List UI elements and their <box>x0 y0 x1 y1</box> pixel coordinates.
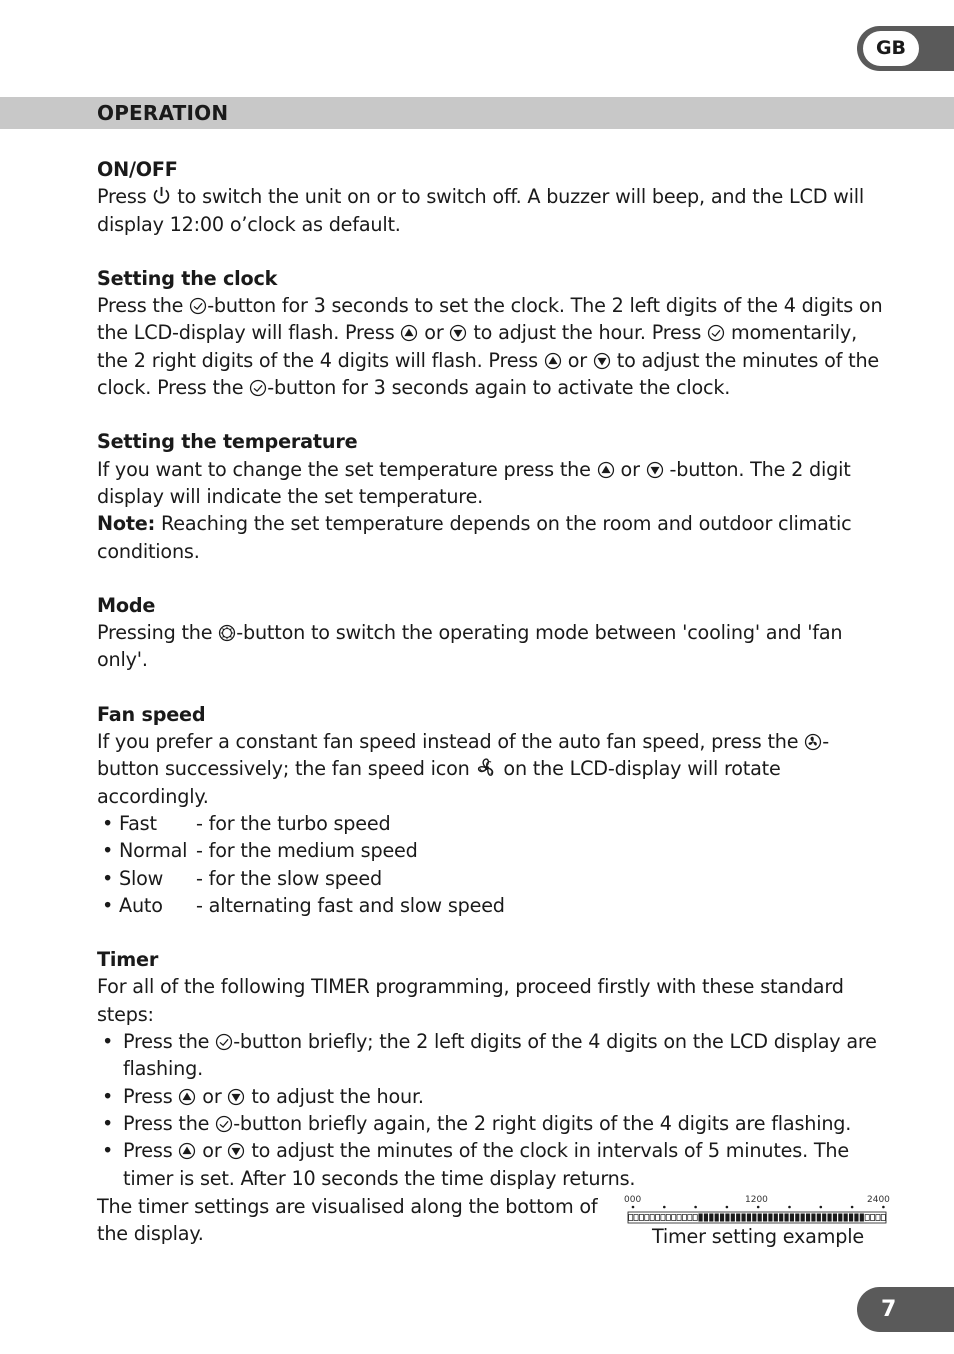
timer-segment <box>736 1214 740 1222</box>
timer-dot <box>632 1206 635 1209</box>
timer-bar-graphic <box>624 1192 890 1226</box>
timer-segment <box>870 1215 874 1221</box>
timer-dot <box>851 1206 854 1209</box>
list-item: • Slow - for the slow speed <box>102 866 382 890</box>
clock-icon <box>215 1033 233 1051</box>
mode-paragraph: Pressing the -button to switch the operating mode between 'cooling' and 'fan only'. <box>97 621 843 672</box>
timer-label-end: 2400 <box>867 1195 890 1205</box>
onoff-heading: ON/OFF <box>97 158 178 181</box>
timer-segment <box>844 1214 848 1222</box>
timer-intro: For all of the following TIMER programming, proceed firstly with these standard steps: <box>97 975 844 1026</box>
timer-segment <box>639 1215 643 1221</box>
onoff-paragraph: Press to switch the unit on or to switch off. A buzzer will beep, and the LCD will display 12:00 o’clock as default. <box>97 185 865 236</box>
temperature-paragraph: If you want to change the set temperature press the or -button. The 2 digit display will indicate the set temperature. <box>97 457 851 508</box>
up-arrow-icon <box>178 1142 196 1160</box>
note-label: Note: <box>97 512 156 536</box>
timer-segment <box>709 1214 713 1222</box>
list-item: • Normal - for the medium speed <box>102 839 418 863</box>
timer-segment <box>677 1215 681 1221</box>
language-label: GB <box>863 31 919 66</box>
timer-segment <box>758 1214 762 1222</box>
timer-segment <box>854 1214 858 1222</box>
timer-dot <box>882 1206 885 1209</box>
timer-segment <box>849 1214 853 1222</box>
timer-segment <box>795 1214 799 1222</box>
timer-segment <box>827 1214 831 1222</box>
timer-segment <box>822 1214 826 1222</box>
timer-heading: Timer <box>97 948 159 972</box>
timer-dot <box>757 1206 760 1209</box>
section-title: OPERATION <box>97 101 229 125</box>
timer-segment <box>672 1215 676 1221</box>
page-content <box>97 156 887 1192</box>
timer-dot <box>694 1206 697 1209</box>
timer-segment <box>731 1214 735 1222</box>
up-arrow-icon <box>544 352 562 370</box>
timer-segment <box>833 1214 837 1222</box>
list-item: • Press or to adjust the minutes of the clock in intervals of 5 minutes. The timer is set. After 10 seconds the time display returns. <box>97 1137 887 1192</box>
list-item: • Press the -button briefly; the 2 left digits of the 4 digits on the LCD display are flashing. <box>97 1028 887 1083</box>
temperature-heading: Setting the temperature <box>97 430 358 454</box>
mode-heading: Mode <box>97 593 156 617</box>
timer-segment <box>865 1215 869 1221</box>
language-tab <box>857 26 954 71</box>
down-arrow-icon <box>227 1088 245 1106</box>
timer-segment <box>876 1215 880 1221</box>
timer-segment <box>741 1214 745 1222</box>
timer-segment <box>811 1214 815 1222</box>
timer-steps-list <box>97 1028 887 1192</box>
timer-segment <box>801 1214 805 1222</box>
list-item: • Press the -button briefly again, the 2 right digits of the 4 digits are flashing. <box>97 1110 887 1137</box>
timer-segment <box>698 1214 702 1222</box>
timer-segment <box>666 1215 670 1221</box>
timer-segment <box>693 1215 697 1221</box>
timer-segment <box>725 1214 729 1222</box>
page-number-tab <box>857 1287 954 1332</box>
list-item: • Press or to adjust the hour. <box>97 1083 887 1110</box>
timer-segment <box>790 1214 794 1222</box>
timer-label-mid: 1200 <box>745 1195 768 1205</box>
timer-segment <box>817 1214 821 1222</box>
timer-visual-paragraph: The timer settings are visualised along the bottom of the display. <box>97 1195 598 1246</box>
mode-icon <box>218 624 236 642</box>
down-arrow-icon <box>449 324 467 342</box>
clock-icon <box>215 1115 233 1133</box>
timer-segment <box>774 1214 778 1222</box>
timer-segment <box>682 1215 686 1221</box>
up-arrow-icon <box>178 1088 196 1106</box>
timer-segment <box>806 1214 810 1222</box>
clock-heading: Setting the clock <box>97 266 278 290</box>
power-icon <box>152 185 171 207</box>
timer-segment <box>763 1214 767 1222</box>
timer-segment <box>838 1214 842 1222</box>
list-item: • Fast - for the turbo speed <box>102 811 391 835</box>
timer-segment <box>752 1214 756 1222</box>
timer-segment <box>768 1214 772 1222</box>
timer-segment <box>634 1215 638 1221</box>
down-arrow-icon <box>227 1142 245 1160</box>
timer-segment <box>704 1214 708 1222</box>
up-arrow-icon <box>400 324 418 342</box>
fan-icon <box>476 757 498 779</box>
timer-dot <box>788 1206 791 1209</box>
timer-segment <box>645 1215 649 1221</box>
timer-segment <box>784 1214 788 1222</box>
timer-segment <box>629 1215 633 1221</box>
timer-segment <box>655 1215 659 1221</box>
timer-label-start: 000 <box>624 1195 642 1205</box>
timer-dot <box>663 1206 666 1209</box>
timer-segment <box>860 1214 864 1222</box>
clock-icon <box>249 379 267 397</box>
timer-segment <box>650 1215 654 1221</box>
timer-segment <box>661 1215 665 1221</box>
down-arrow-icon <box>646 461 664 479</box>
up-arrow-icon <box>597 461 615 479</box>
timer-segment <box>747 1214 751 1222</box>
timer-segment <box>715 1214 719 1222</box>
section-header-bar <box>0 97 954 129</box>
page-number: 7 <box>881 1297 897 1322</box>
list-item: • Auto - alternating fast and slow speed <box>102 893 505 917</box>
timer-segments <box>628 1212 886 1223</box>
timer-dot <box>726 1206 729 1209</box>
temperature-note: Note: Reaching the set temperature depends on the room and outdoor climatic conditions. <box>97 512 852 563</box>
timer-dot <box>820 1206 823 1209</box>
timer-segment <box>779 1214 783 1222</box>
clock-paragraph: Press the -button for 3 seconds to set the clock. The 2 left digits of the 4 digits on the LCD-display will flash. Press or to adjust the hour. Press momentarily, the 2 right digits of the 4 digits will flash. Press or to adjust the minutes of the clock. Press the -button for 3 seconds again to activate the clock. <box>97 294 883 400</box>
fan-speed-paragraph: If you prefer a constant fan speed instead of the auto fan speed, press the -button successively; the fan speed icon on the LCD-display will rotate accordingly. <box>97 730 829 808</box>
fan-speed-list <box>97 810 887 919</box>
timer-segment <box>720 1214 724 1222</box>
timer-dots <box>632 1206 885 1209</box>
fan-speed-heading: Fan speed <box>97 702 206 726</box>
figure-caption: Timer setting example <box>652 1225 864 1248</box>
fan-button-icon <box>804 733 822 751</box>
clock-icon <box>707 324 725 342</box>
down-arrow-icon <box>593 352 611 370</box>
timer-segment <box>881 1215 885 1221</box>
timer-segment <box>688 1215 692 1221</box>
clock-icon <box>189 297 207 315</box>
